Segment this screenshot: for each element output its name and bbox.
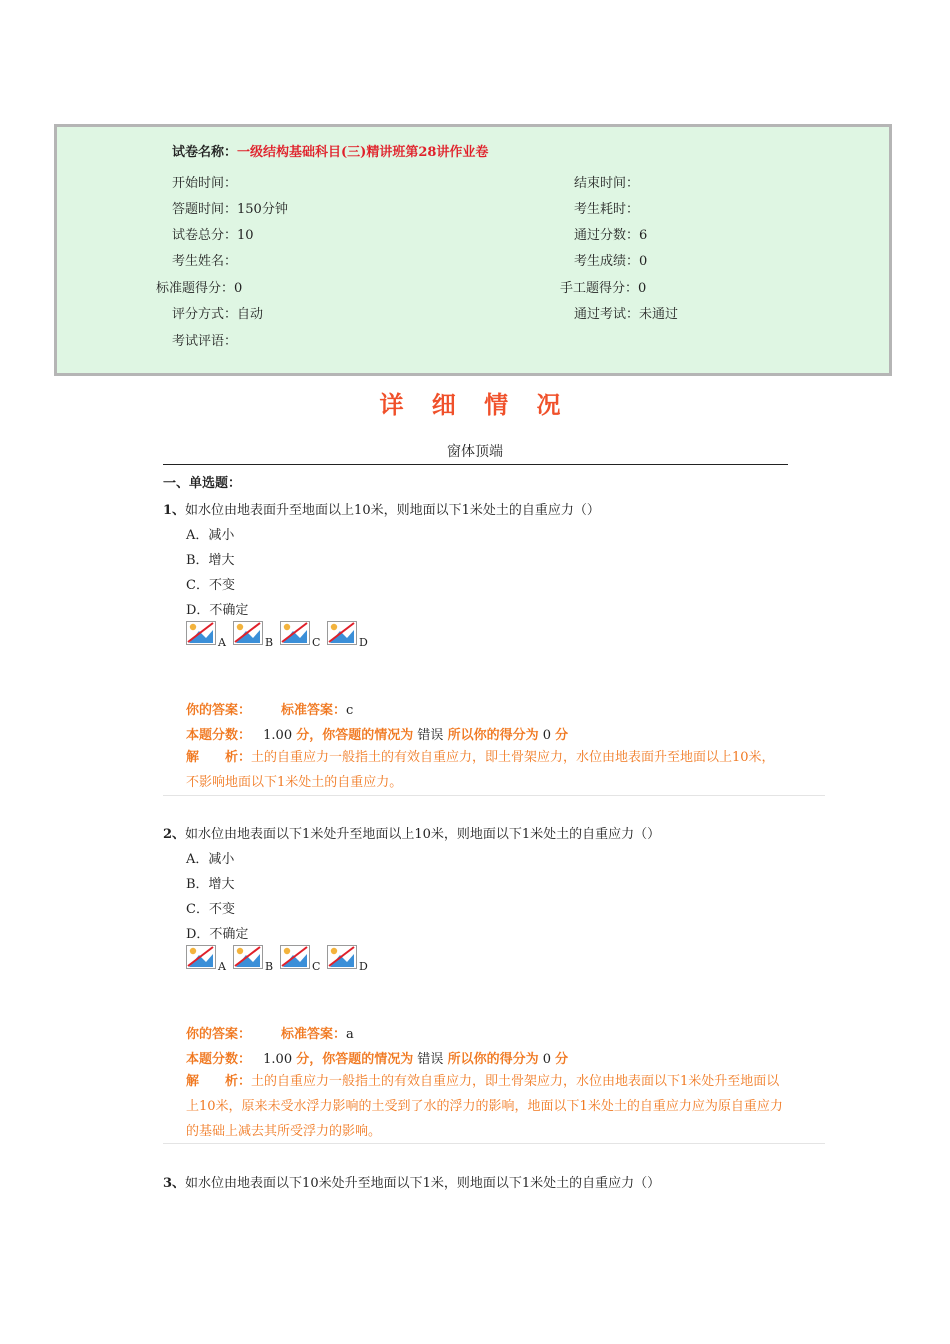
image-option-label: C xyxy=(312,960,321,973)
your-score-value: 0 xyxy=(542,728,551,743)
std-answer-value: a xyxy=(346,1027,354,1042)
question-3 xyxy=(163,1172,660,1191)
answer-status: 错误 xyxy=(417,1052,444,1067)
student-result: 考生成绩：0 xyxy=(574,254,648,269)
broken-image-icon[interactable] xyxy=(186,945,216,969)
question-1 xyxy=(163,499,600,518)
pass-exam: 通过考试：未通过 xyxy=(574,307,679,322)
exam-name-value: 一级结构基础科目(三)精讲班第28讲作业卷 xyxy=(237,145,489,160)
form-divider xyxy=(163,464,788,465)
question-text: 如水位由地表面以下10米处升至地面以下1米，则地面以下1米处土的自重应力（） xyxy=(185,1176,661,1191)
image-option-label: C xyxy=(312,636,321,649)
exam-name-label: 试卷名称： xyxy=(172,145,238,160)
student-name: 考生姓名： xyxy=(172,254,238,269)
option-a: A．减小 xyxy=(186,528,235,543)
image-option-label: D xyxy=(359,636,368,649)
pass-score: 通过分数：6 xyxy=(574,228,648,243)
question-number: 1、 xyxy=(163,503,186,518)
explanation-label: 解 析： xyxy=(186,750,252,765)
image-option-label: A xyxy=(218,960,226,973)
broken-image-icon[interactable] xyxy=(327,945,357,969)
question-number: 3、 xyxy=(163,1176,186,1191)
answer-line xyxy=(186,699,353,718)
std-answer-label: 标准答案： xyxy=(281,703,347,718)
score-label: 本题分数： xyxy=(186,728,252,743)
image-option-label: B xyxy=(265,960,274,973)
answer-time: 答题时间：150分钟 xyxy=(172,202,288,217)
answer-line xyxy=(186,1023,354,1042)
your-score-label: 所以你的得分为 xyxy=(447,1052,539,1067)
question-2 xyxy=(163,823,660,842)
form-top-label: 窗体顶端 xyxy=(447,444,503,460)
explanation xyxy=(186,1069,786,1144)
standard-score: 标准题得分：0 xyxy=(156,281,243,296)
explanation-text: 土的自重应力一般指土的有效自重应力，即土骨架应力，水位由地表面以下1米处升至地面以上10米，原来未受水浮力影响的土受到了水的浮力的影响，地面以下1米处土的自重应力应为原自重应力的基础上减去其所受浮力的影响。 xyxy=(186,1074,783,1139)
detail-title: 详 细 情 况 xyxy=(379,391,571,419)
your-score-unit: 分 xyxy=(555,728,569,743)
manual-score: 手工题得分：0 xyxy=(560,281,647,296)
your-score-unit: 分 xyxy=(555,1052,569,1067)
question-text: 如水位由地表面以下1米处升至地面以上10米，则地面以下1米处土的自重应力（） xyxy=(185,827,661,842)
explanation-label: 解 析： xyxy=(186,1074,252,1089)
score-label: 本题分数： xyxy=(186,1052,252,1067)
total-score: 试卷总分：10 xyxy=(172,228,254,243)
exam-name xyxy=(172,141,488,160)
your-answer-label: 你的答案： xyxy=(186,1027,252,1042)
question-text: 如水位由地表面升至地面以上10米，则地面以下1米处土的自重应力（） xyxy=(185,503,600,518)
your-answer-label: 你的答案： xyxy=(186,703,252,718)
option-c: C．不变 xyxy=(186,578,235,593)
score-unit: 分，你答题的情况为 xyxy=(296,1052,414,1067)
score-line xyxy=(186,1048,568,1067)
your-score-label: 所以你的得分为 xyxy=(447,728,539,743)
broken-image-icon[interactable] xyxy=(186,621,216,645)
image-option-label: D xyxy=(359,960,368,973)
score-value: 1.00 xyxy=(263,728,293,743)
option-a: A．减小 xyxy=(186,852,235,867)
option-d: D．不确定 xyxy=(186,927,249,942)
image-option-label: A xyxy=(218,636,226,649)
your-score-value: 0 xyxy=(542,1052,551,1067)
image-option-label: B xyxy=(265,636,274,649)
grading-method: 评分方式：自动 xyxy=(172,307,264,322)
std-answer-label: 标准答案： xyxy=(281,1027,347,1042)
broken-image-icon[interactable] xyxy=(280,621,310,645)
question-number: 2、 xyxy=(163,827,186,842)
time-used: 考生耗时： xyxy=(574,202,640,217)
broken-image-icon[interactable] xyxy=(327,621,357,645)
score-line xyxy=(186,724,568,743)
option-b: B．增大 xyxy=(186,877,235,892)
broken-image-icon[interactable] xyxy=(233,621,263,645)
exam-info-panel xyxy=(54,124,892,376)
answer-status: 错误 xyxy=(417,728,444,743)
section-single-choice: 一、单选题： xyxy=(163,476,242,491)
start-time: 开始时间： xyxy=(172,176,238,191)
end-time: 结束时间： xyxy=(574,176,640,191)
broken-image-icon[interactable] xyxy=(233,945,263,969)
question-divider xyxy=(163,1143,825,1144)
score-value: 1.00 xyxy=(263,1052,293,1067)
explanation-text: 土的自重应力一般指土的有效自重应力，即土骨架应力，水位由地表面升至地面以上10米，不影响地面以下1米处土的自重应力。 xyxy=(186,750,775,790)
score-unit: 分，你答题的情况为 xyxy=(296,728,414,743)
broken-image-icon[interactable] xyxy=(280,945,310,969)
exam-comment: 考试评语： xyxy=(172,334,238,349)
option-d: D．不确定 xyxy=(186,603,249,618)
question-divider xyxy=(163,795,825,796)
explanation xyxy=(186,745,786,795)
std-answer-value: c xyxy=(346,703,354,718)
option-b: B．增大 xyxy=(186,553,235,568)
option-c: C．不变 xyxy=(186,902,235,917)
